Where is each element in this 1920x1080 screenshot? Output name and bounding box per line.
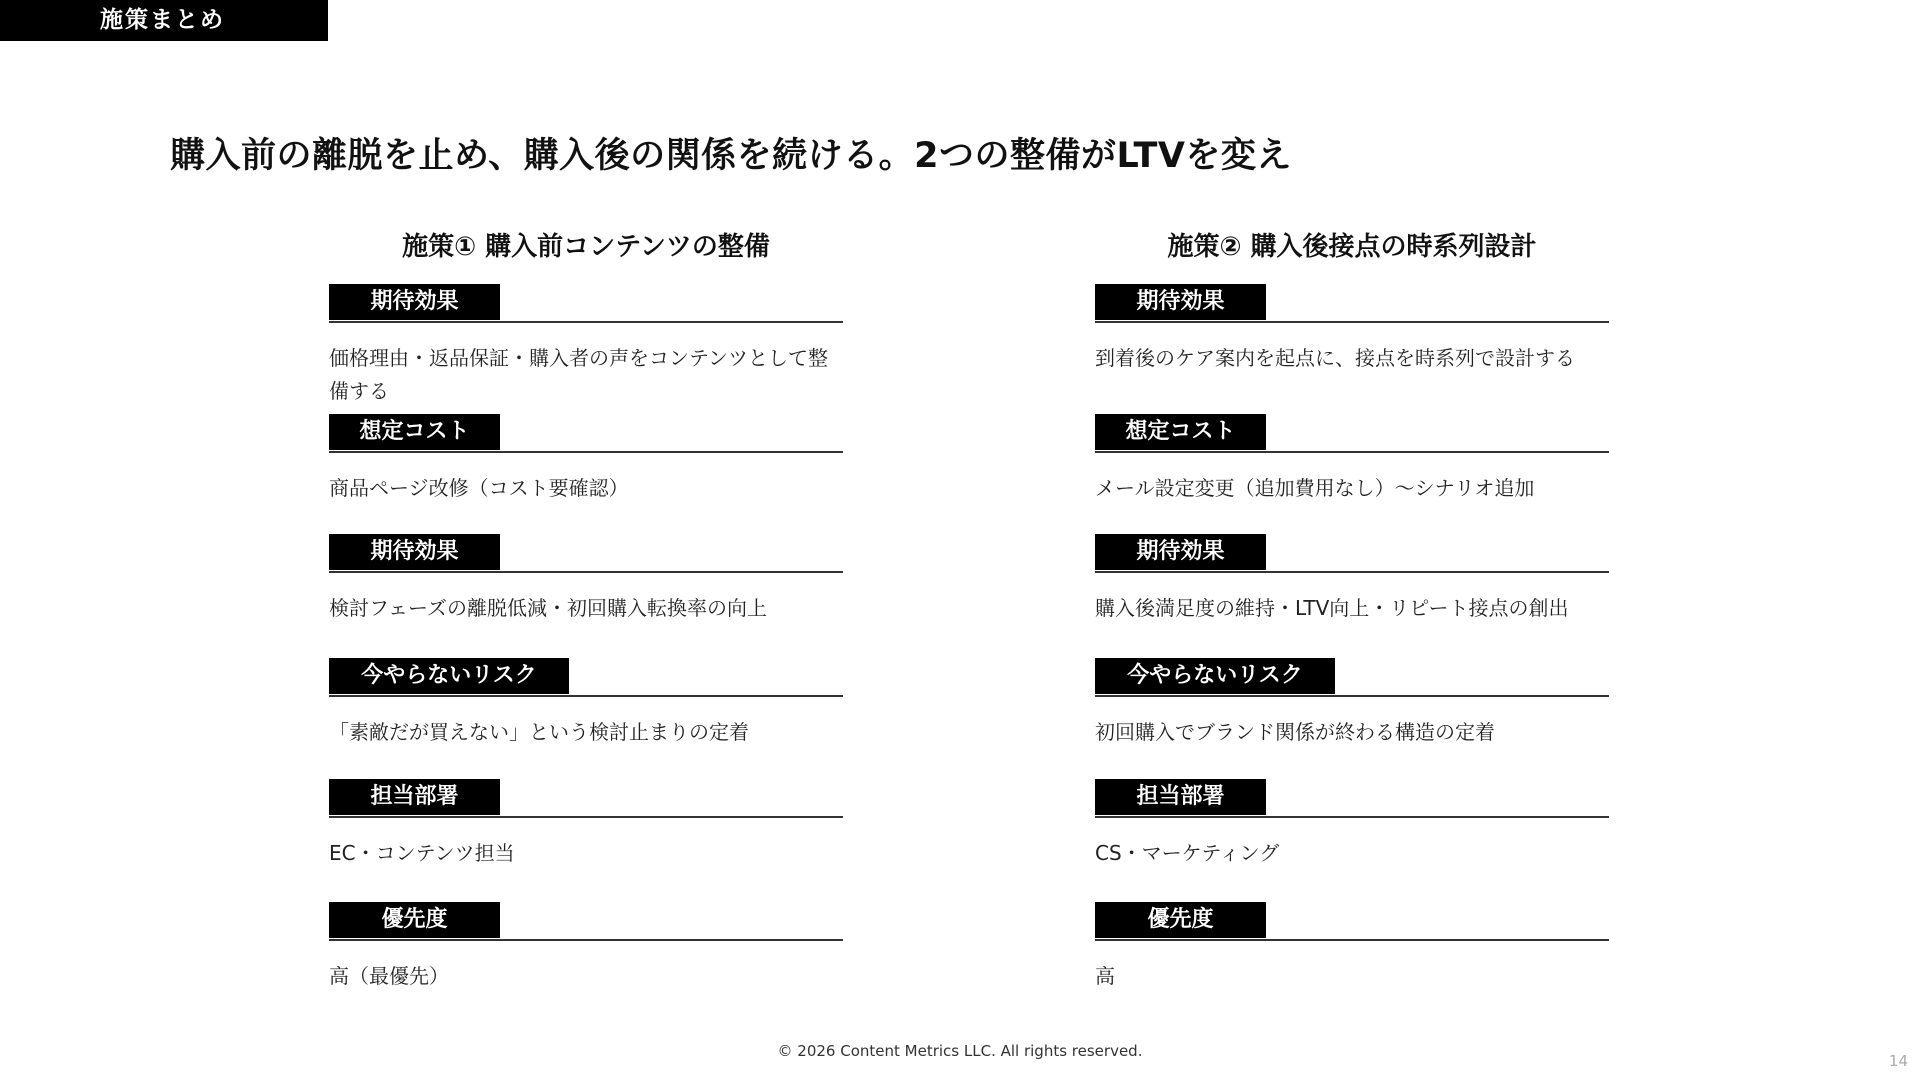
divider [1095, 695, 1609, 697]
block-label: 想定コスト [329, 414, 500, 450]
divider [329, 695, 843, 697]
divider [329, 816, 843, 818]
block-text: 「素敵だが買えない」という検討止まりの定着 [329, 720, 749, 744]
block-text: 初回購入でブランド関係が終わる構造の定着 [1095, 720, 1495, 744]
block-text: 検討フェーズの離脱低減・初回購入転換率の向上 [329, 596, 767, 620]
block-label: 想定コスト [1095, 414, 1266, 450]
block-text: CS・マーケティング [1095, 841, 1280, 865]
block-text: 高（最優先） [329, 964, 449, 988]
block-label: 今やらないリスク [329, 658, 569, 694]
page-title: 購入前の離脱を止め、購入後の関係を続ける。2つの整備がLTVを変え [170, 136, 1292, 176]
block-text: 高 [1095, 964, 1115, 988]
divider [1095, 321, 1609, 323]
block-label: 今やらないリスク [1095, 658, 1335, 694]
column-title: 施策① 購入前コンテンツの整備 [402, 232, 770, 262]
block-text: 到着後のケア案内を起点に、接点を時系列で設計する [1095, 346, 1575, 370]
page-number: 14 [1888, 1052, 1908, 1070]
divider [1095, 939, 1609, 941]
block-text: 価格理由・返品保証・購入者の声をコンテンツとして整備する [329, 346, 828, 403]
block-text: 購入後満足度の維持・LTV向上・リピート接点の創出 [1095, 596, 1569, 620]
divider [1095, 451, 1609, 453]
block-label: 優先度 [329, 902, 500, 938]
divider [329, 451, 843, 453]
block-label: 期待効果 [1095, 534, 1266, 570]
block-label: 優先度 [1095, 902, 1266, 938]
divider [329, 939, 843, 941]
block-text: 商品ページ改修（コスト要確認） [329, 476, 629, 500]
divider [1095, 816, 1609, 818]
divider [329, 321, 843, 323]
copyright-footer: © 2026 Content Metrics LLC. All rights reserved. [777, 1042, 1143, 1060]
block-label: 担当部署 [1095, 779, 1266, 815]
divider [329, 571, 843, 573]
section-tag: 施策まとめ [0, 0, 328, 41]
block-label: 期待効果 [1095, 284, 1266, 320]
block-label: 期待効果 [329, 284, 500, 320]
block-text: メール設定変更（追加費用なし）〜シナリオ追加 [1095, 476, 1535, 500]
block-label: 期待効果 [329, 534, 500, 570]
block-label: 担当部署 [329, 779, 500, 815]
divider [1095, 571, 1609, 573]
block-text: EC・コンテンツ担当 [329, 841, 515, 865]
column-title: 施策② 購入後接点の時系列設計 [1167, 232, 1537, 262]
